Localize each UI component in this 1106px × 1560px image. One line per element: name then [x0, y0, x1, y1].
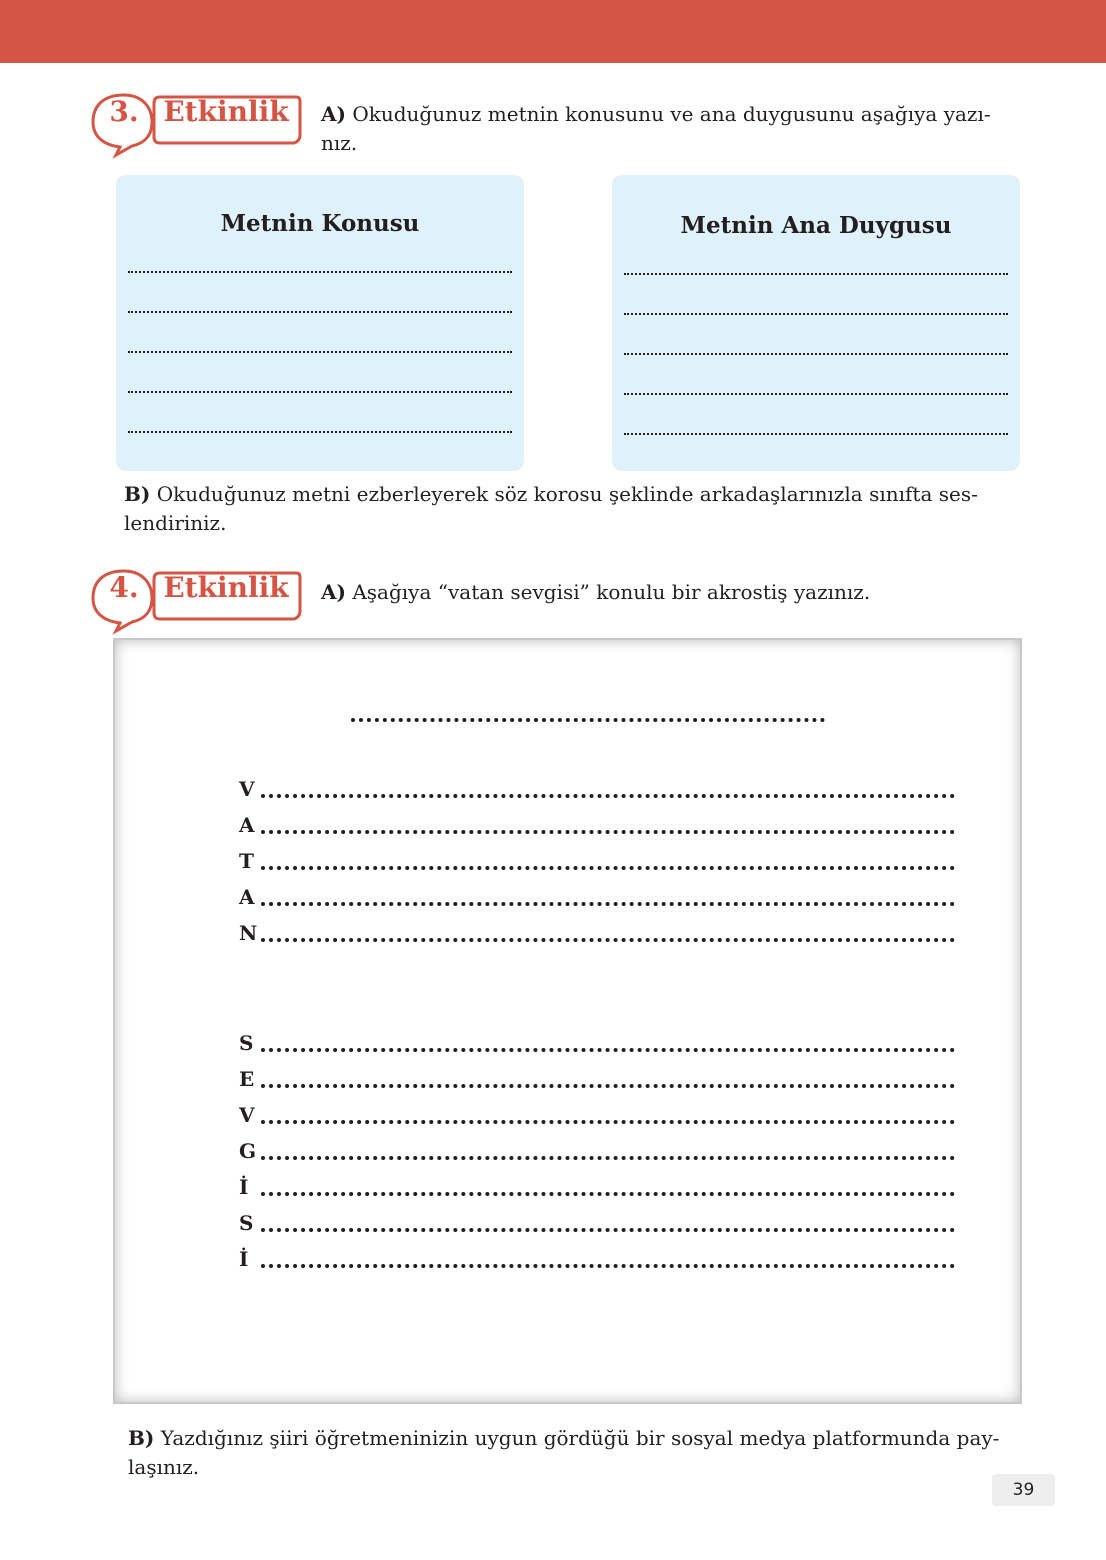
acrostic-letter: A: [239, 813, 255, 837]
writing-line[interactable]: [128, 431, 512, 433]
writing-line[interactable]: [128, 391, 512, 393]
acrostic-letter: V: [239, 777, 255, 801]
writing-line[interactable]: [261, 1192, 955, 1196]
writing-line[interactable]: [261, 1120, 955, 1124]
writing-line[interactable]: [261, 1156, 955, 1160]
part-label: B): [124, 482, 151, 506]
activity-4b-instruction: [128, 1424, 1018, 1482]
acrostic-row[interactable]: [239, 846, 955, 876]
topic-box: [116, 175, 524, 471]
acrostic-letter: İ: [239, 1175, 249, 1199]
acrostic-row[interactable]: [239, 1064, 955, 1094]
writing-line[interactable]: [624, 313, 1008, 315]
acrostic-row[interactable]: [239, 1172, 955, 1202]
writing-line[interactable]: [261, 866, 955, 870]
acrostic-letter: G: [239, 1139, 257, 1163]
activity-3a-instruction: [321, 100, 1011, 158]
page-number: 39: [992, 1474, 1055, 1506]
acrostic-letter: S: [239, 1211, 254, 1235]
writing-line[interactable]: [261, 830, 955, 834]
acrostic-row[interactable]: [239, 1244, 955, 1274]
instruction-text: Aşağıya “vatan sevgisi” konulu bir akrostiş yazınız.: [345, 580, 871, 604]
activity-3-badge: [90, 91, 305, 157]
acrostic-row[interactable]: [239, 1136, 955, 1166]
writing-line[interactable]: [624, 353, 1008, 355]
acrostic-letter: İ: [239, 1247, 249, 1271]
writing-line[interactable]: [624, 433, 1008, 435]
emotion-box: [612, 175, 1020, 471]
acrostic-letter: V: [239, 1103, 255, 1127]
activity-label: Etkinlik: [163, 95, 289, 128]
writing-line[interactable]: [128, 271, 512, 273]
acrostic-row[interactable]: [239, 1208, 955, 1238]
instruction-text-cont: laşınız.: [128, 1455, 200, 1479]
instruction-text: Okuduğunuz metnin konusunu ve ana duygusunu aşağıya yazı-: [345, 102, 991, 126]
writing-line[interactable]: [261, 902, 955, 906]
activity-number: 4.: [109, 571, 139, 604]
activity-3b-instruction: [124, 480, 1014, 538]
acrostic-row[interactable]: [239, 810, 955, 840]
acrostic-row[interactable]: [239, 918, 955, 948]
writing-line[interactable]: [261, 1084, 955, 1088]
writing-line[interactable]: [261, 1264, 955, 1268]
header-band: [0, 0, 1106, 63]
topic-box-title: Metnin Konusu: [220, 210, 420, 237]
part-label: B): [128, 1426, 155, 1450]
acrostic-letter: E: [239, 1067, 255, 1091]
acrostic-row[interactable]: [239, 774, 955, 804]
acrostic-letter: A: [239, 885, 255, 909]
writing-line[interactable]: [128, 351, 512, 353]
acrostic-row[interactable]: [239, 882, 955, 912]
writing-line[interactable]: [261, 1228, 955, 1232]
writing-line[interactable]: [261, 1048, 955, 1052]
acrostic-frame: [113, 638, 1022, 1404]
part-label: A): [321, 580, 346, 604]
instruction-text-cont: nız.: [321, 131, 358, 155]
activity-label: Etkinlik: [163, 571, 289, 604]
instruction-text: Okuduğunuz metni ezberleyerek söz korosu şeklinde arkadaşlarınızla sınıfta ses-: [150, 482, 978, 506]
writing-line[interactable]: [624, 273, 1008, 275]
poem-title-line[interactable]: [351, 718, 825, 722]
writing-line[interactable]: [128, 311, 512, 313]
acrostic-row[interactable]: [239, 1028, 955, 1058]
acrostic-letter: N: [239, 921, 258, 945]
writing-line[interactable]: [261, 938, 955, 942]
emotion-box-title: Metnin Ana Duygusu: [680, 212, 952, 239]
writing-line[interactable]: [261, 794, 955, 798]
activity-4-badge: [90, 567, 305, 633]
activity-number: 3.: [109, 95, 139, 128]
acrostic-row[interactable]: [239, 1100, 955, 1130]
writing-line[interactable]: [624, 393, 1008, 395]
acrostic-letter: T: [239, 849, 254, 873]
activity-4a-instruction: [321, 578, 1011, 607]
instruction-text: Yazdığınız şiiri öğretmeninizin uygun gördüğü bir sosyal medya platformunda pay-: [154, 1426, 1000, 1450]
part-label: A): [321, 102, 346, 126]
instruction-text-cont: lendiriniz.: [124, 511, 227, 535]
acrostic-letter: S: [239, 1031, 254, 1055]
